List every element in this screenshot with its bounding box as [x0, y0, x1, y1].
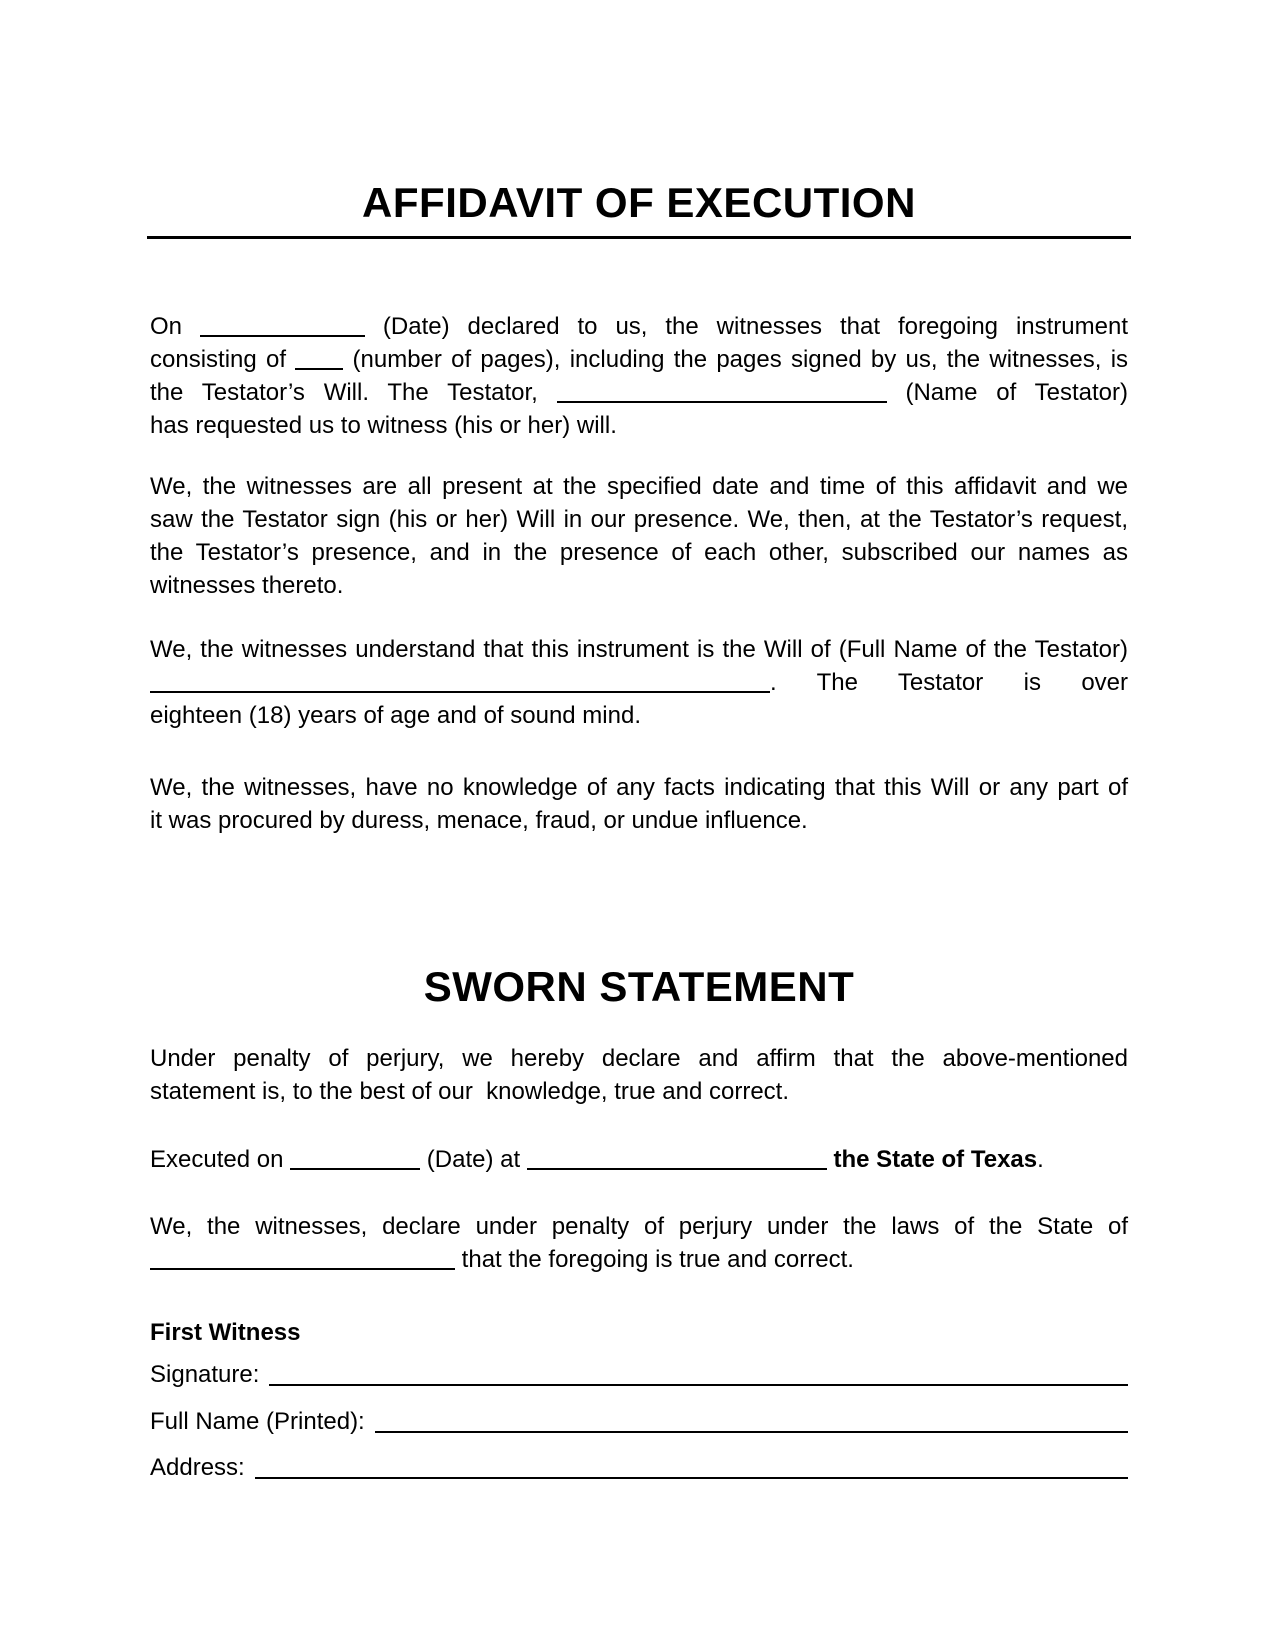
full-name-blank-line[interactable] — [375, 1405, 1128, 1433]
text-run: statement is, to the best of our knowledge, true and correct. — [150, 1078, 790, 1105]
first-witness-heading: First Witness — [150, 1319, 301, 1346]
text-line — [150, 409, 1128, 442]
full-name-label: Full Name (Printed): — [150, 1408, 365, 1435]
text-line — [150, 771, 1128, 804]
text-line — [150, 376, 1128, 409]
text-line — [150, 633, 1128, 666]
text-run: (number of pages), including the pages signed by us, the witnesses, is — [352, 346, 1129, 373]
signature-row — [150, 1358, 1128, 1391]
full-name-row — [150, 1405, 1128, 1438]
paragraph-witness-presence — [150, 470, 1128, 602]
text-line — [150, 1210, 1128, 1243]
text-line — [150, 1143, 1128, 1176]
text-run: Under penalty of perjury, we hereby declare and affirm that the above-mentioned — [150, 1045, 1128, 1072]
text-run: On — [150, 313, 183, 340]
text-run: We, the witnesses, declare under penalty of perjury under the laws of the State of — [150, 1213, 1128, 1240]
blank-underline[interactable] — [200, 335, 365, 337]
paragraph-no-duress — [150, 771, 1128, 837]
text-line — [150, 569, 1128, 602]
executed-on-line — [150, 1143, 1128, 1176]
text-line — [150, 343, 1128, 376]
text-line — [150, 666, 1128, 699]
blank-underline[interactable] — [557, 401, 887, 403]
text-run: Executed on — [150, 1146, 284, 1173]
bold-text-run: the State of Texas — [833, 1146, 1038, 1173]
text-line — [150, 1042, 1128, 1075]
document-title: AFFIDAVIT OF EXECUTION — [362, 179, 916, 227]
text-run: consisting of — [150, 346, 286, 373]
signature-label: Signature: — [150, 1361, 260, 1388]
text-line — [150, 699, 1128, 732]
text-run: We, the witnesses are all present at the specified date and time of this affidavit and we — [150, 473, 1128, 500]
signature-blank-line[interactable] — [269, 1358, 1128, 1386]
text-run: (Date) declared to us, the witnesses that foregoing instrument — [382, 313, 1128, 340]
paragraph-instrument-will — [150, 633, 1128, 732]
text-run: . — [770, 669, 777, 696]
sworn-statement-heading: SWORN STATEMENT — [423, 962, 855, 1010]
blank-underline[interactable] — [527, 1168, 827, 1170]
paragraph-state-declaration — [150, 1210, 1128, 1276]
address-blank-line[interactable] — [255, 1451, 1128, 1479]
blank-underline[interactable] — [290, 1168, 420, 1170]
text-run: We, the witnesses understand that this instrument is the Will of (Full Name of the Testator) — [150, 636, 1128, 663]
text-run: has requested us to witness (his or her) will. — [150, 412, 617, 439]
text-run: We, the witnesses, have no knowledge of any facts indicating that this Will or any part of — [150, 774, 1128, 801]
blank-underline[interactable] — [150, 1268, 455, 1270]
paragraph-declaration-date — [150, 310, 1128, 442]
text-line — [150, 310, 1128, 343]
text-line — [150, 1243, 1128, 1276]
text-run: . — [1037, 1146, 1044, 1173]
text-run: (Date) at — [426, 1146, 521, 1173]
text-run: that the foregoing is true and correct. — [461, 1246, 854, 1273]
text-run: the Testator’s Will. The Testator, — [150, 379, 538, 406]
paragraph-penalty-perjury — [150, 1042, 1128, 1108]
text-line — [150, 1075, 1128, 1108]
text-run: the Testator’s presence, and in the presence of each other, subscribed our names as — [150, 539, 1128, 566]
text-run: (Name of Testator) — [905, 379, 1129, 406]
address-label: Address: — [150, 1454, 245, 1481]
text-run: saw the Testator sign (his or her) Will in our presence. We, then, at the Testator’s request, — [150, 506, 1128, 533]
text-line — [150, 536, 1128, 569]
text-run: The Testator is over — [816, 669, 1128, 696]
text-line — [150, 503, 1128, 536]
text-line — [150, 470, 1128, 503]
text-run: witnesses thereto. — [150, 572, 344, 599]
text-line — [150, 804, 1128, 837]
text-run: it was procured by duress, menace, fraud, or undue influence. — [150, 807, 808, 834]
blank-underline[interactable] — [295, 368, 343, 370]
title-divider-rule — [147, 236, 1131, 239]
text-run: eighteen (18) years of age and of sound mind. — [150, 702, 641, 729]
blank-underline[interactable] — [150, 691, 770, 693]
address-row — [150, 1451, 1128, 1484]
